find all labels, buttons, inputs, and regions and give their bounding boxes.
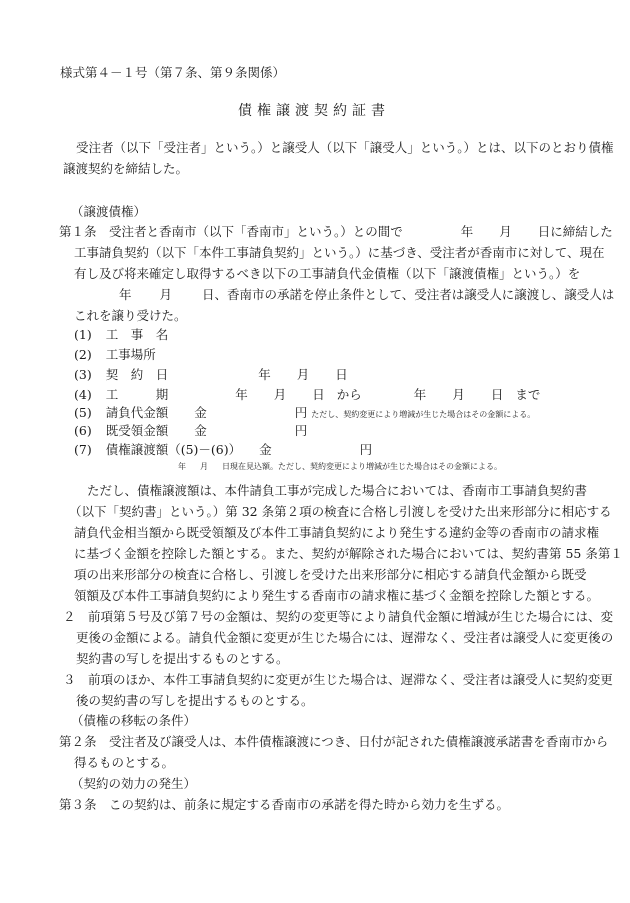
yen-label: 円 [294, 405, 308, 420]
estimate-note: 日現在見込額。ただし、契約変更により増減が生じた場合はその金額による。 [222, 462, 502, 471]
item-number: (4) [74, 387, 92, 402]
article1-line-1 [59, 224, 613, 240]
item-number: (1) [74, 327, 92, 342]
kin-label: 金 [194, 405, 207, 420]
intro-line-1: 受注者（以下「受注者」という。）と譲受人（以下「譲受人」という。）とは、以下のとおり債権 [76, 140, 614, 155]
form-number: 様式第４－１号（第７条、第９条関係） [60, 65, 286, 80]
year-label: 年 [460, 224, 474, 239]
year-label: 年 [258, 367, 271, 382]
yen-label: 円 [359, 442, 373, 457]
day-label: 日 [490, 387, 504, 402]
month-label: 月 [273, 387, 287, 402]
item-1 [74, 327, 168, 343]
proviso-line-4: に基づく金額を控除した額とする。また、契約が解除された場合においては、契約書第 55 条第１ [74, 546, 623, 561]
item-7-note [178, 461, 502, 473]
item-label: 工 期 [105, 387, 169, 402]
item-label: 債権譲渡額（(5)－(6)） [105, 442, 242, 457]
day-label: 日 [312, 387, 325, 402]
article1-line-4-text: 日、香南市の承諾を停止条件として、受注者は譲受人に譲渡し、譲受人は [202, 287, 615, 302]
amount-note: ただし、契約変更により増減が生じた場合はその金額による。 [311, 410, 536, 419]
month-label: 月 [452, 387, 465, 402]
para2-line-3: 契約書の写しを提出するものとする。 [76, 651, 289, 666]
para2-line-2: 更後の金額による。請負代金額に変更が生じた場合には、遅滞なく、受注者は譲受人に変更後の [76, 630, 614, 645]
year-label: 年 [119, 287, 132, 302]
item-label: 工 事 名 [105, 327, 169, 342]
proviso-line-5: 項の出来形部分の検査に合格し、引渡しを受けた出来形部分に相応する請負代金額から既受 [74, 567, 587, 582]
month-label: 月 [296, 367, 310, 382]
proviso-line-2: （以下「契約書」という。）第 32 条第２項の検査に合格し引渡しを受けた出来形部分に相応する [69, 504, 612, 519]
item-4 [74, 387, 540, 403]
article1-line-1-text: 第１条 受注者と香南市（以下「香南市」という。）との間で [59, 224, 403, 239]
kin-label: 金 [194, 423, 207, 438]
article2-line-2: 得るものとする。 [74, 755, 175, 770]
item-label: 請負代金額 [105, 405, 169, 420]
item-label: 工事場所 [105, 347, 156, 362]
yen-label: 円 [294, 423, 308, 438]
article1-line-2: 工事請負契約（以下「本件工事請負契約」という。）に基づき、受注者が香南市に対して、現在 [74, 245, 605, 260]
item-number: (7) [74, 442, 92, 457]
day-text: 日に締結した [537, 224, 613, 239]
para3-line-1: ３ 前項のほか、本件工事請負契約に変更が生じた場合は、遅滞なく、受注者は譲受人に契約変更 [63, 672, 613, 687]
article1-line-4 [119, 287, 614, 303]
month-label: 月 [499, 224, 512, 239]
item-label: 契 約 日 [105, 367, 169, 382]
item-number: (2) [74, 347, 92, 362]
year-label: 年 [413, 387, 427, 402]
from-label: から [336, 387, 362, 402]
article3-heading: （契約の効力の発生） [71, 776, 197, 791]
day-label: 日 [335, 367, 348, 382]
item-number: (5) [74, 405, 92, 420]
month-label: 月 [200, 462, 208, 471]
item-2 [74, 347, 156, 363]
article2-line-1: 第２条 受注者及び譲受人は、本件債権譲渡につき、日付が記された債権譲渡承諾書を香南市から [59, 734, 609, 749]
item-6 [74, 423, 307, 439]
kin-label: 金 [259, 442, 272, 457]
article1-heading: （譲渡債権） [71, 204, 147, 219]
article3-line-1: 第３条 この契約は、前条に規定する香南市の承諾を得た時から効力を生ずる。 [59, 797, 510, 812]
article1-line-3: 有し及び将来確定し取得するべき以下の工事請負代金債権（以下「譲渡債権」という。）を [74, 266, 581, 281]
until-label: まで [515, 387, 541, 402]
item-7 [74, 442, 372, 458]
item-3 [74, 367, 348, 383]
year-label: 年 [178, 462, 186, 471]
intro-line-2: 譲渡契約を締結した。 [63, 161, 189, 176]
proviso-line-3: 請負代金相当額から既受領額及び本件工事請負契約により発生する違約金等の香南市の請求権 [74, 525, 600, 540]
article2-heading: （債権の移転の条件） [71, 713, 197, 728]
item-5 [74, 405, 535, 421]
article1-line-5: これを譲り受けた。 [74, 308, 187, 323]
item-number: (6) [74, 423, 92, 438]
month-label: 月 [159, 287, 173, 302]
proviso-line-1: ただし、債権譲渡額は、本件請負工事が完成した場合においては、香南市工事請負契約書 [87, 483, 588, 498]
item-number: (3) [74, 367, 92, 382]
year-label: 年 [235, 387, 248, 402]
item-label: 既受領金額 [105, 423, 169, 438]
document-title: 債権譲渡契約証書 [238, 103, 390, 119]
proviso-line-6: 領額及び本件工事請負契約により発生する香南市の請求権に基づく金額を控除した額とする。 [74, 588, 600, 603]
para3-line-2: 後の契約書の写しを提出するものとする。 [76, 693, 314, 708]
para2-line-1: ２ 前項第５号及び第７号の金額は、契約の変更等により請負代金額に増減が生じた場合には、変 [63, 609, 614, 624]
